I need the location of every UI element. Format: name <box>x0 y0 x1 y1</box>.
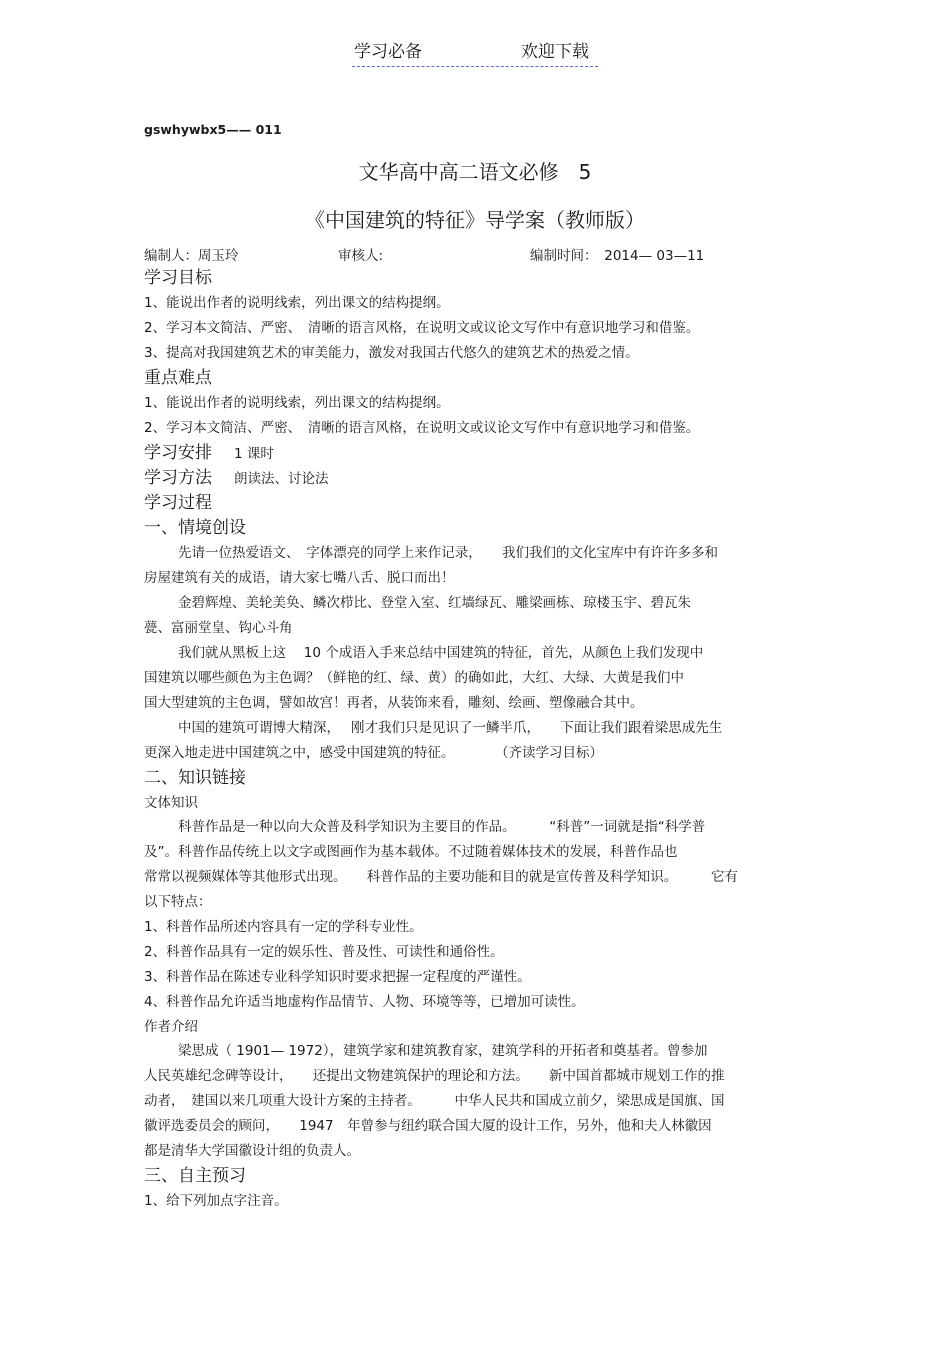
paragraph-line: 更深入地走进中国建筑之中，感受中国建筑的特征。 （齐读学习目标） <box>144 745 603 761</box>
schedule-value: 1 课时 <box>234 446 274 462</box>
paragraph-line: 常常以视频媒体等其他形式出现。 科普作品的主要功能和目的就是宣传普及科学知识。 它有 <box>144 869 738 885</box>
schedule-heading: 学习安排 <box>144 443 212 463</box>
paragraph-line: 科普作品是一种以向大众普及科学知识为主要目的作品。 “科普”一词就是指“科学普 <box>178 819 706 835</box>
feature-item: 1、科普作品所述内容具有一定的学科专业性。 <box>144 919 423 935</box>
process-heading: 学习过程 <box>144 493 212 513</box>
feature-item: 3、科普作品在陈述专业科学知识时要求把握一定程度的严谨性。 <box>144 969 531 985</box>
paragraph-line: 及”。科普作品传统上以文字或图画作为基本载体。不过随着媒体技术的发展，科普作品也 <box>144 844 678 860</box>
section-1-heading: 一、情境创设 <box>144 518 246 538</box>
paragraph-line: 梁思成（ 1901— 1972），建筑学家和建筑教育家，建筑学科的开拓者和奠基者。曾参加 <box>178 1043 708 1059</box>
paragraph-line: 中国的建筑可谓博大精深， 刚才我们只是见识了一鳞半爪， 下面让我们跟着梁思成先生 <box>178 720 723 736</box>
document-code: gswhywbx5—— 011 <box>144 122 282 137</box>
goals-section <box>144 266 814 366</box>
document-body <box>144 266 814 1214</box>
paragraph-line: 金碧辉煌、美轮美奂、鳞次栉比、登堂入室、红墙绿瓦、雕梁画栋、琼楼玉宇、碧瓦朱 <box>178 595 691 611</box>
keypoint-item: 2、学习本文简洁、严密、 清晰的语言风格，在说明文或议论文写作中有意识地学习和借鉴。 <box>144 420 700 436</box>
section-3 <box>144 1164 814 1214</box>
schedule-row <box>144 441 814 466</box>
section-3-heading: 三、自主预习 <box>144 1166 246 1186</box>
paragraph-line: 动者， 建国以来几项重大设计方案的主持者。 中华人民共和国成立前夕，梁思成是国旗、国 <box>144 1093 725 1109</box>
preview-item: 1、给下列加点字注音。 <box>144 1193 288 1209</box>
author-intro-label: 作者介绍 <box>144 1019 198 1035</box>
page-header <box>352 40 598 67</box>
goal-item: 1、能说出作者的说明线索，列出课文的结构提纲。 <box>144 295 450 311</box>
header-left-text: 学习必备 <box>354 42 422 62</box>
paragraph-line: 国建筑以哪些颜色为主色调？（鲜艳的红、绿、黄）的确如此，大红、大绿、大黄是我们中 <box>144 670 684 686</box>
method-row <box>144 466 814 491</box>
paragraph-line: 我们就从黑板上这 10 个成语入手来总结中国建筑的特征，首先，从颜色上我们发现中 <box>178 645 704 661</box>
meta-reviewer: 审核人: <box>338 248 384 264</box>
genre-knowledge-label: 文体知识 <box>144 795 198 811</box>
keypoints-heading: 重点难点 <box>144 368 212 388</box>
section-1 <box>144 516 814 766</box>
goals-heading: 学习目标 <box>144 268 212 288</box>
method-heading: 学习方法 <box>144 468 212 488</box>
meta-date: 编制时间： 2014— 03—11 <box>530 248 705 264</box>
paragraph-line: 先请一位热爱语文、 字体漂亮的同学上来作记录， 我们我们的文化宝库中有许许多多和 <box>178 545 718 561</box>
paragraph-line: 都是清华大学国徽设计组的负责人。 <box>144 1143 360 1159</box>
paragraph-line: 以下特点： <box>144 894 212 910</box>
goal-item: 2、学习本文简洁、严密、 清晰的语言风格，在说明文或议论文写作中有意识地学习和借鉴。 <box>144 320 700 336</box>
header-right-text: 欢迎下载 <box>521 42 589 62</box>
document-subtitle: 《中国建筑的特征》导学案（教师版） <box>305 208 645 232</box>
method-value: 朗读法、讨论法 <box>234 471 329 487</box>
paragraph-line: 徽评选委员会的顾问， 1947 年曾参与纽约联合国大厦的设计工作，另外，他和夫人林徽因 <box>144 1118 712 1134</box>
keypoint-item: 1、能说出作者的说明线索，列出课文的结构提纲。 <box>144 395 450 411</box>
feature-item: 4、科普作品允许适当地虚构作品情节、人物、环境等等，已增加可读性。 <box>144 994 585 1010</box>
section-2-heading: 二、知识链接 <box>144 768 246 788</box>
paragraph-line: 国大型建筑的主色调，譬如故宫！再者，从装饰来看，雕刻、绘画、塑像融合其中。 <box>144 695 644 711</box>
goal-item: 3、提高对我国建筑艺术的审美能力，激发对我国古代悠久的建筑艺术的热爱之情。 <box>144 345 639 361</box>
meta-author: 编制人：周玉玲 <box>144 248 239 264</box>
paragraph-line: 甍、富丽堂皇、钩心斗角 <box>144 620 293 636</box>
paragraph-line: 房屋建筑有关的成语，请大家七嘴八舌、脱口而出！ <box>144 570 455 586</box>
paragraph-line: 人民英雄纪念碑等设计， 还提出文物建筑保护的理论和方法。 新中国首都城市规划工作的推 <box>144 1068 725 1084</box>
document-title: 文华高中高二语文必修 5 <box>358 160 592 184</box>
section-2 <box>144 766 814 1164</box>
feature-item: 2、科普作品具有一定的娱乐性、普及性、可读性和通俗性。 <box>144 944 504 960</box>
keypoints-section <box>144 366 814 441</box>
